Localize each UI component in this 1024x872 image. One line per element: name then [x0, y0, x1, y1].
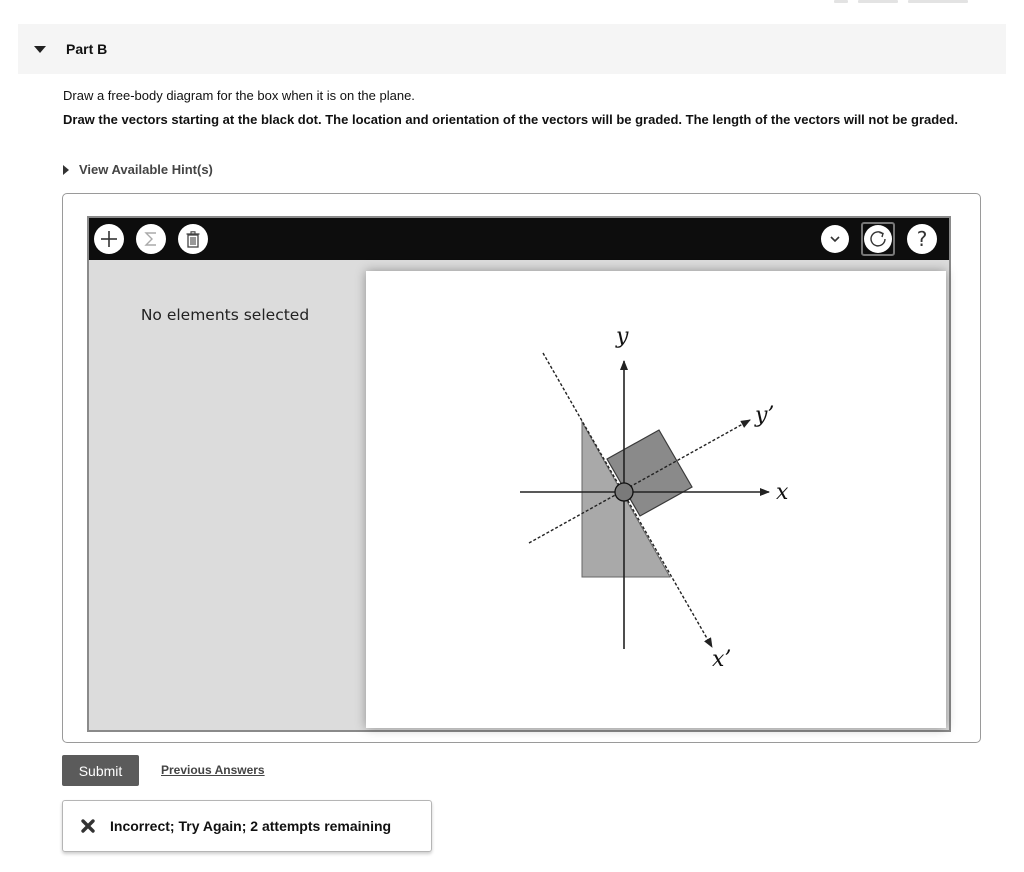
sigma-button[interactable]: [136, 224, 166, 254]
instruction-text: Draw a free-body diagram for the box when it is on the plane.: [63, 88, 415, 103]
reset-icon: [868, 229, 888, 249]
options-dropdown-button[interactable]: [821, 225, 849, 253]
trash-icon: [186, 231, 200, 248]
y-axis-label: y: [616, 324, 629, 349]
view-hints-toggle[interactable]: [63, 162, 213, 177]
part-title: Part B: [66, 41, 108, 57]
view-hints-label: View Available Hint(s): [79, 162, 213, 177]
drawing-canvas[interactable]: [366, 271, 946, 728]
chevron-down-icon: [830, 236, 840, 243]
x-axis-label: x: [776, 480, 789, 505]
feedback-box: [62, 800, 432, 852]
sigma-icon: [143, 231, 159, 247]
add-vector-button[interactable]: [94, 224, 124, 254]
drawing-toolbar: [89, 218, 949, 260]
part-header[interactable]: [18, 24, 1006, 74]
x-prime-axis-label: x’: [712, 647, 732, 672]
reset-button[interactable]: [861, 222, 895, 256]
origin-dot[interactable]: [615, 483, 633, 501]
caret-down-icon[interactable]: [34, 46, 46, 53]
top-status-bar: [834, 0, 984, 5]
instruction-bold-text: Draw the vectors starting at the black dot. The location and orientation of the vectors will be graded. The length of the vectors will not be graded.: [63, 112, 958, 127]
y-prime-axis-label: y’: [755, 403, 775, 428]
caret-right-icon: [63, 165, 69, 175]
x-icon: [80, 818, 96, 834]
drawing-tool: [87, 216, 951, 732]
delete-button[interactable]: [178, 224, 208, 254]
help-button[interactable]: ?: [907, 224, 937, 254]
submit-button[interactable]: Submit: [62, 755, 139, 786]
feedback-text: Incorrect; Try Again; 2 attempts remaining: [110, 818, 392, 834]
free-body-diagram[interactable]: [366, 271, 946, 728]
no-selection-message: No elements selected: [140, 306, 310, 324]
selection-panel: [89, 260, 361, 730]
drawing-tool-frame: [62, 193, 981, 743]
previous-answers-link[interactable]: Previous Answers: [161, 763, 265, 777]
plus-icon: [100, 230, 118, 248]
